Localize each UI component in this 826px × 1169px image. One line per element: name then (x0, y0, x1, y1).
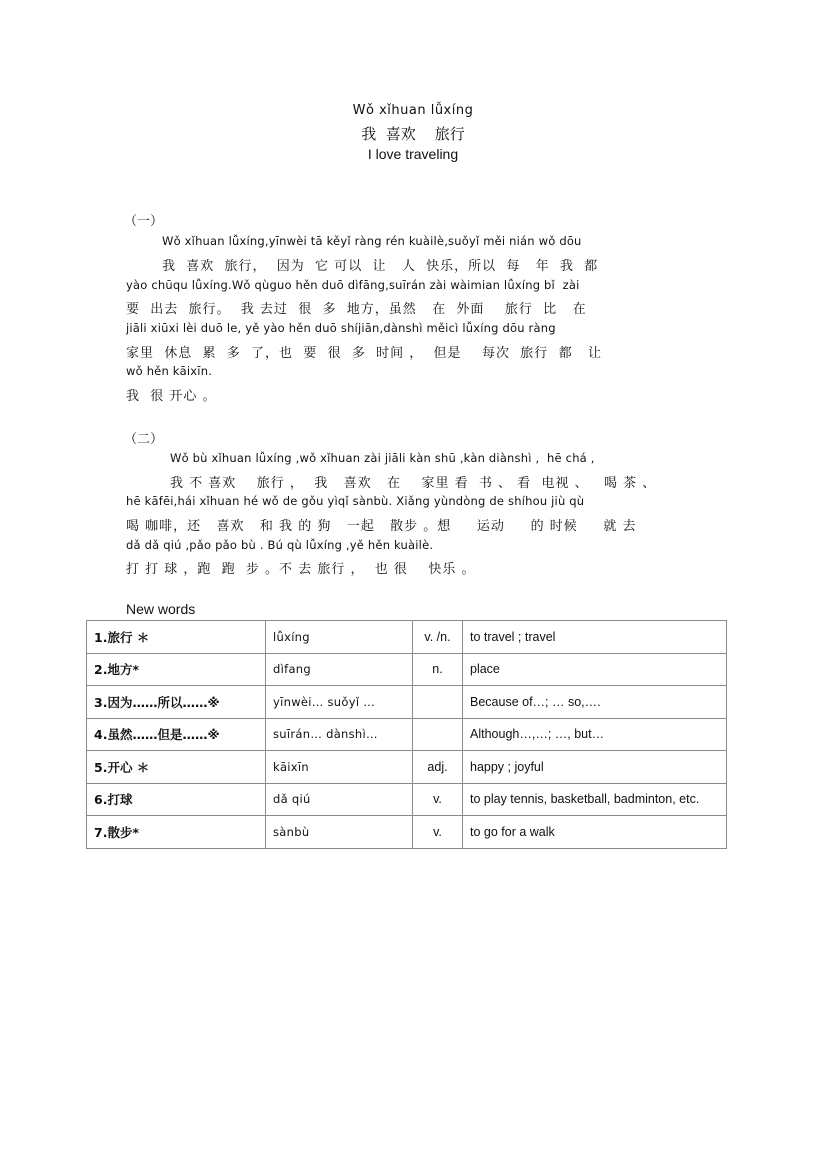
part-of-speech-cell: v. /n. (413, 621, 463, 654)
section-2-hanzi-line: 喝 咖啡，还 喜欢 和 我 的 狗 一起 散步 。想 运动 的 时候 就 去 (126, 519, 637, 534)
meaning-cell: to play tennis, basketball, badminton, etc. (463, 783, 727, 816)
meaning-cell: happy ; joyful (463, 751, 727, 784)
table-row (87, 621, 727, 654)
word-cell: 4.虽然……但是……※ (87, 718, 266, 751)
table-row (87, 751, 727, 784)
meaning-cell: place (463, 653, 727, 686)
pinyin-cell: yīnwèi… suǒyǐ … (266, 686, 413, 719)
part-of-speech-cell: v. (413, 783, 463, 816)
part-of-speech-cell: n. (413, 653, 463, 686)
pinyin-cell: dǎ qiú (266, 783, 413, 816)
part-of-speech-cell (413, 686, 463, 719)
new-words-heading: New words (126, 601, 196, 617)
title-hanzi: 我 喜欢 旅行 (361, 125, 465, 143)
word-cell: 7.散步* (87, 816, 266, 849)
pinyin-cell: lǚxíng (266, 621, 413, 654)
section-1-pinyin-line: Wǒ xǐhuan lǚxíng,yīnwèi tā kěyǐ ràng rén kuàilè,suǒyǐ měi nián wǒ dōu (162, 234, 582, 248)
section-1-pinyin-line: wǒ hěn kāixīn. (126, 364, 213, 378)
table-row (87, 718, 727, 751)
meaning-cell: to go for a walk (463, 816, 727, 849)
word-cell: 1.旅行 ＊ (87, 621, 266, 654)
part-of-speech-cell (413, 718, 463, 751)
pinyin-cell: sànbù (266, 816, 413, 849)
title-pinyin: Wǒ xǐhuan lǚxíng (352, 103, 474, 118)
part-of-speech-cell: v. (413, 816, 463, 849)
table-row (87, 783, 727, 816)
title-english: I love traveling (367, 146, 459, 162)
table-row (87, 686, 727, 719)
section-1-hanzi-line: 家里 休息 累 多 了，也 要 很 多 时间 ， 但是 每次 旅行 都 让 (126, 346, 602, 361)
section-1-hanzi-line: 要 出去 旅行。 我 去过 很 多 地方，虽然 在 外面 旅行 比 在 (126, 302, 587, 317)
section-1-pinyin-line: yào chūqu lǚxíng.Wǒ qùguo hěn duō dìfāng,suīrán zài wàimian lǚxíng bǐ zài (126, 278, 580, 292)
part-of-speech-cell: adj. (413, 751, 463, 784)
section-2-pinyin-line: dǎ dǎ qiú ,pǎo pǎo bù . Bú qù lǚxíng ,yě hěn kuàilè. (126, 538, 434, 552)
section-1-hanzi-line: 我 喜欢 旅行， 因为 它 可以 让 人 快乐，所以 每 年 我 都 (162, 259, 599, 274)
section-1-label: （一） (124, 214, 164, 229)
meaning-cell: Although…,…; …, but… (463, 718, 727, 751)
pinyin-cell: kāixīn (266, 751, 413, 784)
word-cell: 2.地方* (87, 653, 266, 686)
meaning-cell: Because of…; … so,…. (463, 686, 727, 719)
word-cell: 5.开心 ＊ (87, 751, 266, 784)
word-cell: 3.因为……所以……※ (87, 686, 266, 719)
section-2-pinyin-line: Wǒ bù xǐhuan lǚxíng ,wǒ xǐhuan zài jiāli kàn shū ,kàn diànshì , hē chá , (170, 451, 595, 465)
section-1-pinyin-line: jiāli xiūxi lèi duō le, yě yào hěn duō shíjiān,dànshì měicì lǚxíng dōu ràng (126, 321, 556, 335)
pinyin-cell: dìfang (266, 653, 413, 686)
section-2-hanzi-line: 打 打 球 ，跑 跑 步 。不 去 旅行 ， 也 很 快乐 。 (126, 562, 476, 577)
vocabulary-table (86, 620, 727, 849)
meaning-cell: to travel ; travel (463, 621, 727, 654)
word-cell: 6.打球 (87, 783, 266, 816)
section-2-hanzi-line: 我 不 喜欢 旅行 ， 我 喜欢 在 家里 看 书 、 看 电视 、 喝 茶 、 (170, 476, 657, 491)
section-1-hanzi-line: 我 很 开心 。 (126, 389, 217, 404)
table-row (87, 816, 727, 849)
pinyin-cell: suīrán… dànshì… (266, 718, 413, 751)
table-row (87, 653, 727, 686)
section-2-pinyin-line: hē kāfēi,hái xǐhuan hé wǒ de gǒu yìqǐ sànbù. Xiǎng yùndòng de shíhou jiù qù (126, 494, 585, 508)
section-2-label: （二） (124, 432, 164, 447)
